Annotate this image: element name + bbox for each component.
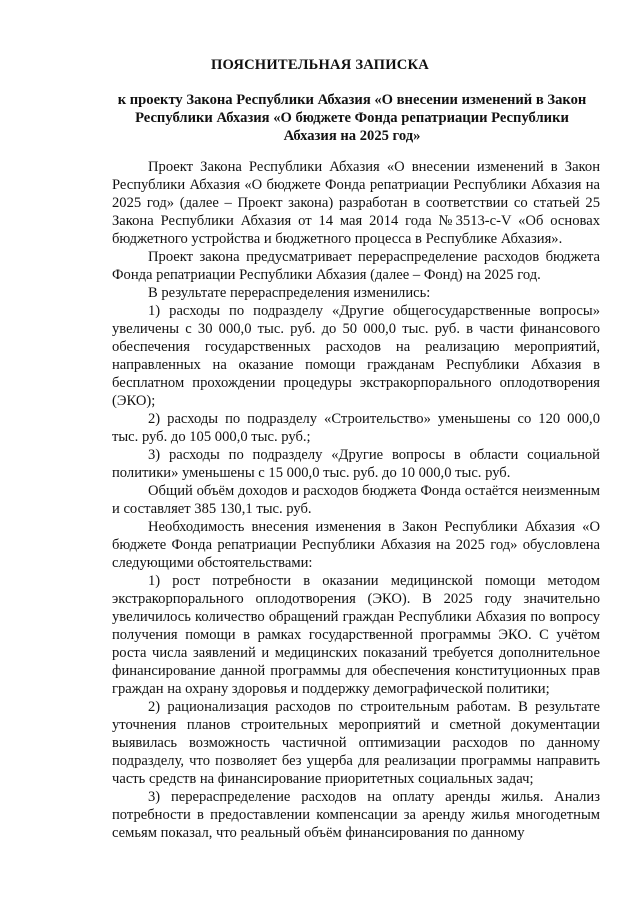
paragraph: Общий объём доходов и расходов бюджета Фонда остаётся неизменным и составляет 385 130,1 тыс. руб. [112,483,600,517]
document-body [112,158,600,842]
paragraph: 1) расходы по подразделу «Другие общегосударственные вопросы» увеличены с 30 000,0 тыс. руб. до 50 000,0 тыс. руб. в части финансового обеспечения государственных расходов на реализацию мероприятий, направленных на оказание помощи гражданам Республики Абхазия в бесплатном прохождении процедуры экстракорпорального оплодотворения (ЭКО); [112,303,600,409]
paragraph: 2) расходы по подразделу «Строительство» уменьшены со 120 000,0 тыс. руб. до 105 000,0 тыс. руб.; [112,411,600,445]
paragraph: 1) рост потребности в оказании медицинской помощи методом экстракорпорального оплодотворения (ЭКО). В 2025 году значительно увеличилось количество обращений граждан Республики Абхазия по вопросу получения помощи в рамках государственной программы ЭКО. С учётом роста числа заявлений и медицинских показаний требуется дополнительное финансирование данной программы для обеспечения конституционных прав граждан на охрану здоровья и поддержку демографической политики; [112,573,600,697]
document-title: ПОЯСНИТЕЛЬНАЯ ЗАПИСКА [210,57,430,73]
paragraph: Необходимость внесения изменения в Закон Республики Абхазия «О бюджете Фонда репатриации Республики Абхазия на 2025 год» обусловлена следующими обстоятельствами: [112,519,600,571]
paragraph: 3) расходы по подразделу «Другие вопросы в области социальной политики» уменьшены с 15 000,0 тыс. руб. до 10 000,0 тыс. руб. [112,447,600,481]
document-subtitle: к проекту Закона Республики Абхазия «О внесении изменений в Закон Республики Абхазия «О бюджете Фонда репатриации Республики Абхазия на 2025 год» [117,92,587,144]
paragraph: Проект Закона Республики Абхазия «О внесении изменений в Закон Республики Абхазия «О бюджете Фонда репатриации Республики Абхазия на 2025 год» (далее – Проект закона) разработан в соответствии со статьей 25 Закона Республики Абхазия от 14 мая 2014 года №3513-с-V «Об основах бюджетного устройства и бюджетного процесса в Республике Абхазия». [112,159,600,247]
paragraph: Проект закона предусматривает перераспределение расходов бюджета Фонда репатриации Республики Абхазия (далее – Фонд) на 2025 год. [112,249,600,283]
paragraph: 2) рационализация расходов по строительным работам. В результате уточнения планов строительных мероприятий и сметной документации выявилась возможность частичной оптимизации расходов по данному подразделу, что позволяет без ущерба для реализации программы направить часть средств на финансирование приоритетных социальных задач; [112,699,600,787]
paragraph: 3) перераспределение расходов на оплату аренды жилья. Анализ потребности в предоставлении компенсации за аренду жилья многодетным семьям показал, что реальный объём финансирования по данному [112,789,600,841]
paragraph: В результате перераспределения изменились: [148,285,431,301]
